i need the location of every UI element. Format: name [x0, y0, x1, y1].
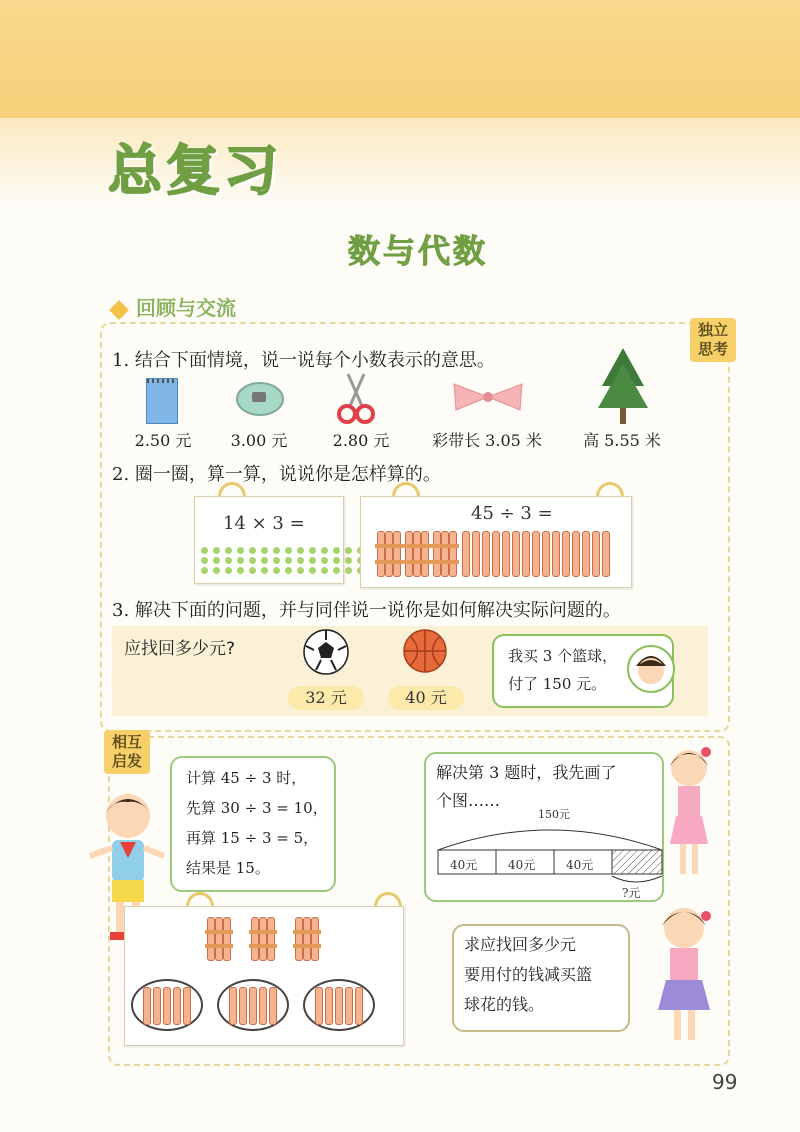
speech-line: 计算 45 ÷ 3 时，	[186, 769, 307, 787]
diagram-segment-label: 40元	[508, 858, 536, 872]
header-band	[0, 0, 800, 118]
stick	[143, 987, 151, 1025]
dot	[309, 557, 316, 564]
bundle-row	[207, 917, 339, 965]
q3-question: 应找回多少元?	[124, 639, 236, 659]
ribbon-icon	[448, 380, 528, 414]
speech-line: 再算 15 ÷ 3 = 5，	[186, 829, 319, 847]
dot	[261, 567, 268, 574]
dot	[285, 547, 292, 554]
diagram-unknown-label: ?元	[622, 886, 641, 900]
dot	[297, 547, 304, 554]
dot	[345, 567, 352, 574]
dot	[225, 567, 232, 574]
speech-line: 要用付的钱减买篮	[464, 965, 593, 984]
dot	[201, 547, 208, 554]
dot	[297, 567, 304, 574]
division-card	[360, 496, 632, 588]
stick-bundle	[251, 917, 275, 965]
dot	[225, 547, 232, 554]
stick	[259, 987, 267, 1025]
dot	[213, 547, 220, 554]
tree-height-label: 高 5.55 米	[583, 431, 661, 450]
dot	[261, 557, 268, 564]
expression-left: 14 × 3 =	[223, 513, 305, 534]
dot	[297, 557, 304, 564]
question-2: 2. 圈一圈，算一算，说说你是怎样算的。	[112, 464, 441, 485]
stick	[502, 531, 510, 577]
section-title: 数与代数	[348, 232, 489, 270]
dot	[345, 547, 352, 554]
scissors-icon	[336, 372, 376, 426]
dot	[273, 557, 280, 564]
dot-array	[201, 547, 364, 574]
girl2-speech-bubble	[452, 924, 630, 1032]
dot	[249, 557, 256, 564]
boy-avatar	[626, 644, 676, 694]
stick	[269, 987, 277, 1025]
question-1: 1. 结合下面情境，说一说每个小数表示的意思。	[112, 350, 495, 371]
grouping-card	[124, 906, 404, 1046]
tree-icon	[594, 346, 652, 426]
stick	[325, 987, 333, 1025]
stick	[153, 987, 161, 1025]
notebook-icon	[146, 378, 178, 424]
tag-mutual-inspiration: 相互启发	[104, 730, 150, 774]
stick	[239, 987, 247, 1025]
stick	[522, 531, 530, 577]
stick	[345, 987, 353, 1025]
review-heading-label: 回顾与交流	[136, 296, 236, 320]
dot	[213, 557, 220, 564]
stick	[355, 987, 363, 1025]
dot	[213, 567, 220, 574]
diagram-segment-label: 40元	[450, 858, 478, 872]
stick	[592, 531, 600, 577]
dot	[333, 557, 340, 564]
dot	[321, 557, 328, 564]
stick	[163, 987, 171, 1025]
dot	[285, 557, 292, 564]
boy-speech-bubble	[170, 756, 336, 892]
dot	[345, 557, 352, 564]
ribbon-length-label: 彩带长 3.05 米	[432, 431, 542, 450]
stick	[532, 531, 540, 577]
dot	[249, 567, 256, 574]
stick-bundle	[433, 531, 457, 581]
stick	[572, 531, 580, 577]
football-icon	[302, 628, 350, 676]
dot	[309, 567, 316, 574]
price-label: 2.80 元	[332, 431, 390, 450]
dot	[321, 547, 328, 554]
dot	[273, 567, 280, 574]
page-number: 99	[712, 1070, 738, 1094]
speech-line: 我买 3 个篮球，	[508, 647, 618, 665]
speech-line: 先算 30 ÷ 3 = 10，	[186, 799, 328, 817]
dot	[321, 567, 328, 574]
football-price: 32 元	[288, 686, 364, 710]
basketball-icon	[402, 628, 448, 674]
tag-independent-thinking: 独立思考	[690, 318, 736, 362]
stick	[462, 531, 470, 577]
dot	[309, 547, 316, 554]
tape-roll-icon	[236, 382, 284, 416]
question-3: 3. 解决下面的问题，并与同伴说一说你是如何解决实际问题的。	[112, 600, 621, 621]
girl-figure	[658, 740, 720, 880]
stick	[602, 531, 610, 577]
stick-bundle	[405, 531, 429, 581]
speech-line: 付了 150 元。	[508, 675, 607, 693]
diagram-segment-label: 40元	[566, 858, 594, 872]
dot	[237, 547, 244, 554]
stick-bundle	[377, 531, 401, 581]
diagram-total-label: 150元	[538, 808, 570, 821]
speech-line: 结果是 15。	[186, 859, 270, 877]
stick	[472, 531, 480, 577]
dot	[225, 557, 232, 564]
girl-figure	[648, 898, 720, 1048]
dot	[237, 567, 244, 574]
stick	[542, 531, 550, 577]
multiplication-card	[194, 496, 344, 584]
basketball-price: 40 元	[388, 686, 464, 710]
stick	[562, 531, 570, 577]
stick	[512, 531, 520, 577]
stick	[335, 987, 343, 1025]
dot	[249, 547, 256, 554]
speech-line: 球花的钱。	[464, 995, 545, 1014]
speech-line: 个图……	[436, 791, 501, 810]
stick	[249, 987, 257, 1025]
circle-group	[131, 979, 203, 1031]
stick	[552, 531, 560, 577]
price-label: 3.00 元	[230, 431, 288, 450]
stick-group	[377, 531, 611, 581]
circle-group	[303, 979, 375, 1031]
review-heading	[112, 292, 236, 321]
stick	[482, 531, 490, 577]
circle-group	[217, 979, 289, 1031]
stick	[492, 531, 500, 577]
diamond-icon	[109, 300, 129, 320]
stick	[582, 531, 590, 577]
stick-bundle	[207, 917, 231, 965]
expression-right: 45 ÷ 3 =	[471, 503, 553, 524]
speech-line: 求应找回多少元	[464, 935, 577, 954]
stick	[315, 987, 323, 1025]
page-title: 总复习	[108, 139, 282, 202]
stick-bundle	[295, 917, 319, 965]
oval-group	[131, 979, 389, 1031]
dot	[333, 547, 340, 554]
stick	[229, 987, 237, 1025]
dot	[201, 567, 208, 574]
dot	[333, 567, 340, 574]
stick	[173, 987, 181, 1025]
stick	[183, 987, 191, 1025]
price-label: 2.50 元	[134, 431, 192, 450]
dot	[261, 547, 268, 554]
dot	[201, 557, 208, 564]
dot	[285, 567, 292, 574]
speech-line: 解决第 3 题时，我先画了	[436, 763, 617, 782]
dot	[237, 557, 244, 564]
dot	[273, 547, 280, 554]
